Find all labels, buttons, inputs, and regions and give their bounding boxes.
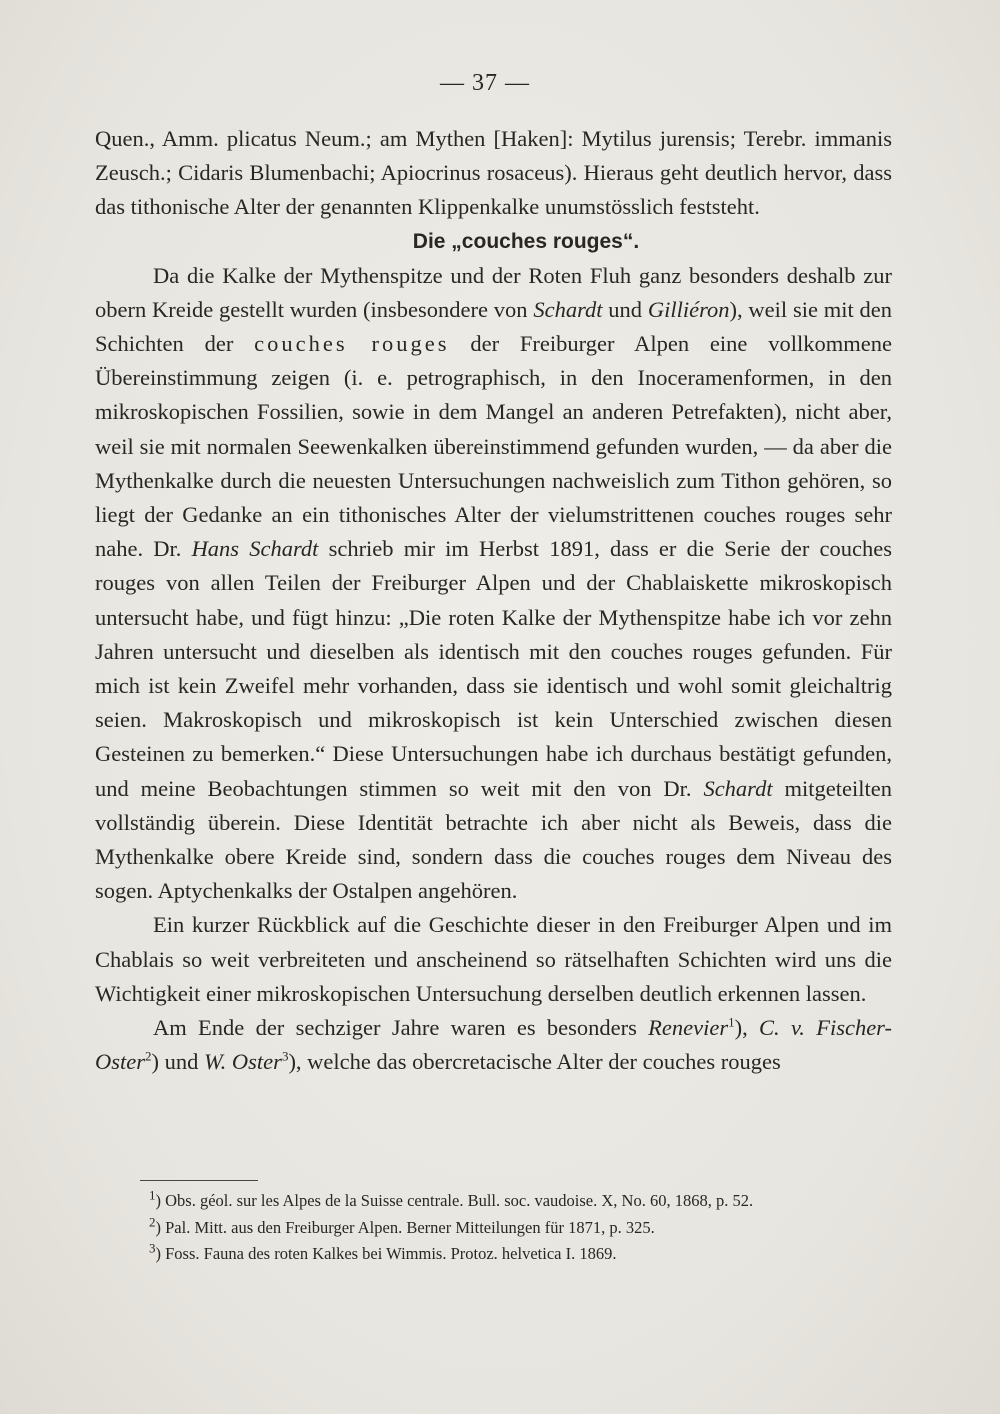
footnote-mark: 3 bbox=[149, 1240, 156, 1256]
author-name: Schardt bbox=[533, 296, 603, 322]
text-span: und bbox=[602, 296, 648, 322]
author-name: C. v. Fischer-Oster bbox=[95, 1015, 892, 1075]
text-span: ), weil sie mit den Schichten der bbox=[95, 296, 893, 357]
text-span: ), bbox=[734, 1015, 760, 1041]
paragraph-sechziger-jahre bbox=[95, 1011, 892, 1079]
footnote: $^3$) Foss. Fauna des roten Kalkes bei Wimmis. Protoz. helvetica I. 1869. bbox=[149, 1240, 617, 1263]
text-span: ), welche das obercretacische Alter der couches rouges bbox=[288, 1049, 781, 1075]
body-text bbox=[95, 122, 892, 1079]
footnote-text: Foss. Fauna des roten Kalkes bei Wimmis. Protoz. helvetica I. 1869. bbox=[165, 1244, 617, 1263]
paragraph-couches-rouges bbox=[95, 259, 892, 909]
footnote-mark: 1 bbox=[149, 1187, 156, 1203]
text-span: Am Ende der sechziger Jahre waren es besonders bbox=[153, 1015, 649, 1041]
footnote: $^1$) Obs. géol. sur les Alpes de la Suisse centrale. Bull. soc. vaudoise. X, No. 60, 1868, p. 52. bbox=[149, 1187, 754, 1210]
paragraph-rueckblick: Ein kurzer Rückblick auf die Geschichte dieser in den Freiburger Alpen und im Chablais so weit verbreiteten und anscheinend so rätselhaften Schichten wird uns die Wichtigkeit einer mikroskopischen Untersuchung derselben deutlich erkennen lassen. bbox=[95, 912, 892, 1006]
author-name: Hans Schardt bbox=[191, 536, 319, 562]
spaced-term: couches rouges bbox=[254, 331, 450, 357]
paragraph-continuation: Quen., Amm. plicatus Neum.; am Mythen [Haken]: Mytilus jurensis; Terebr. immanis Zeusch.; Cidaris Blumenbachi; Apiocrinus rosaceus). Hieraus geht deutlich hervor, dass das tithonische Alter der genannten Klippenkalke unumstösslich feststeht. bbox=[95, 126, 892, 220]
page-number: — 37 — bbox=[440, 70, 530, 96]
text-span: ) und bbox=[151, 1049, 204, 1075]
author-name: Gilliéron bbox=[647, 296, 730, 322]
text-span: der Freiburger Alpen eine vollkommene Übereinstimmung zeigen (i. e. petrographisch, in den Inoceramenformen, in den mikroskopischen Fossilien, sowie in dem Mangel an anderen Petrefakten), nicht aber, weil sie mit normalen Seewenkalken übereinstimmend gefunden wurden, — da aber die Mythenkalke durch die neuesten Untersuchungen nachweislich zum Tithon gehören, so liegt der Gedanke an ein tithonisches Alter der vielumstrittenen couches rouges sehr nahe. Dr. bbox=[95, 331, 892, 562]
text-span: schrieb mir im Herbst 1891, dass er die Serie der couches rouges von allen Teilen der Freiburger Alpen und der Chablaiskette mikroskopisch untersucht habe, und fügt hinzu: „Die roten Kalke der Mythenspitze habe ich vor zehn Jahren untersucht und dieselben als identisch mit den couches rouges gefunden. Für mich ist kein Zweifel mehr vorhanden, dass sie identisch und wohl somit gleichaltrig seien. Makroskopisch und mikroskopisch ist kein Unterschied zwischen diesen Gesteinen zu bemerken.“ Diese Untersuchungen habe ich durchaus bestätigt gefunden, und meine Beobachtungen stimmen so weit mit den von Dr. bbox=[95, 536, 892, 801]
footnote-text: Obs. géol. sur les Alpes de la Suisse centrale. Bull. soc. vaudoise. X, No. 60, 1868, p. 52. bbox=[165, 1191, 754, 1210]
author-name: W. Oster bbox=[204, 1049, 282, 1075]
section-heading: Die „couches rouges“. bbox=[412, 229, 640, 253]
author-name: Schardt bbox=[703, 775, 773, 801]
footnote-ref: 3 bbox=[281, 1048, 289, 1064]
author-name: Renevier bbox=[648, 1015, 729, 1041]
footnote: $^2$) Pal. Mitt. aus den Freiburger Alpen. Berner Mitteilungen für 1871, p. 325. bbox=[149, 1214, 655, 1237]
text-span: Da die Kalke der Mythenspitze und der Roten Fluh ganz besonders deshalb zur obern Kreide gestellt wurden (insbesondere von bbox=[95, 262, 892, 322]
footnote-ref: 2 bbox=[145, 1048, 152, 1064]
text-span: mitgeteilten vollständig überein. Diese Identität betrachte ich aber nicht als Beweis, dass die Mythenkalke obere Kreide sind, sondern dass die couches rouges dem Niveau des sogen. Aptychenkalks der Ostalpen angehören. bbox=[95, 775, 892, 904]
footnote-mark: 2 bbox=[149, 1214, 156, 1229]
footnote-divider bbox=[140, 1180, 258, 1181]
footnote-text: Pal. Mitt. aus den Freiburger Alpen. Berner Mitteilungen für 1871, p. 325. bbox=[165, 1217, 655, 1237]
footnotes bbox=[149, 1188, 899, 1268]
footnote-ref: 1 bbox=[728, 1014, 735, 1030]
